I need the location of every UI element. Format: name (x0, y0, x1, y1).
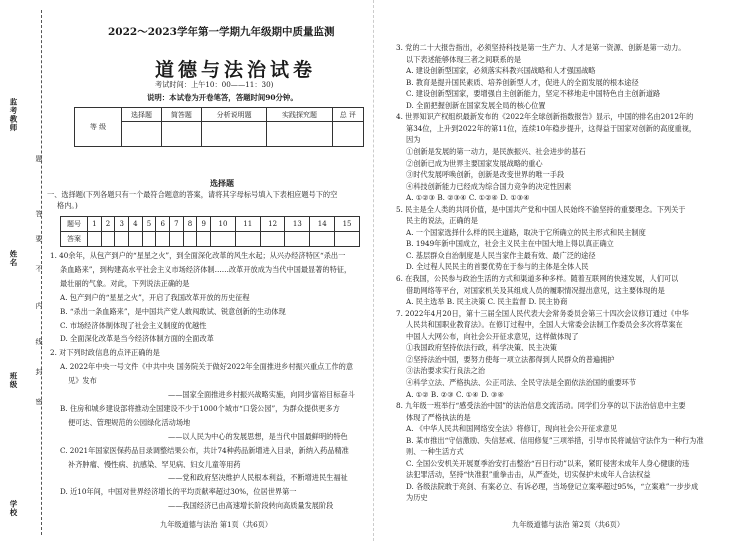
answer-number-cell: 4 (129, 217, 143, 232)
score-header: 实践探究题 (267, 108, 332, 122)
seal-line (41, 10, 42, 535)
instruction-line: 格内。) (57, 201, 78, 210)
question-line: ——以人民为中心的发展思想，是当代中国最鲜明的特色 (168, 431, 348, 441)
question-line: 2. 对下列时政信息的点评正确的是 (50, 348, 160, 358)
exam-time: 考试时间：上午10：00——11：30) (155, 80, 274, 89)
question-line: 8. 九年级一班举行“感受法治中国”的法治信息交流活动。同学们分享的以下法治信息中主要 (396, 401, 686, 411)
question-line: B. “杀出一条血路来”，是中国共产党人敢闯敢试、锐意创新的生动体现 (60, 306, 286, 316)
question-line: 以下表述能够体现三者之间联系的是 (406, 54, 522, 64)
answer-number-cell: 6 (156, 217, 170, 232)
question-line: 中国人大网公布，向社会公开征求意见，这样做体现了 (406, 331, 579, 341)
question-line: 民主的说法，正确的是 (406, 216, 478, 226)
answer-number-cell: 10 (211, 217, 236, 232)
question-line: 条血路来”，到构建高水平社会主义市场经济体制……改革开放成为当代中国最显著的特征， (60, 264, 352, 274)
question-line: A. 包产到户的“星星之火”，开启了我国改革开放的历史征程 (60, 292, 250, 302)
question-line: 便可达、管理规范的公园绿化活动场地 (68, 417, 191, 427)
answer-input-cell[interactable] (335, 232, 360, 247)
answer-input-cell[interactable] (285, 232, 310, 247)
question-line: 借助网络等平台，对国家机关及其组成人员的履职情况提出意见，这主要体现的是 (406, 285, 665, 295)
question-line: A. 2022年中央一号文件《中共中央 国务院关于做好2022年全面推进乡村振兴重点工作的意 (60, 362, 354, 372)
page-footer: 九年级道德与法治 第1页（共6页） (160, 520, 273, 529)
question-line: A. 一个国家选择什么样的民主道路，取决于它所确立的民主形式和民主制度 (406, 227, 646, 237)
question-line: 1. 40余年，从包产到户的“星星之火”，到全面深化改革的风生水起；从兴办经济特区“杀出一 (50, 251, 346, 260)
answer-number-cell: 8 (183, 217, 197, 232)
answer-input-cell[interactable] (142, 232, 156, 247)
seal-char: 题 (35, 155, 43, 163)
answer-number-cell: 1 (88, 217, 102, 232)
instruction-line: 一、选择题(下列各题只有一个最符合题意的答案，请将其字母标号填入下表相应题号下的空 (47, 190, 338, 199)
question-line: A. ①②③ B. ②③④ C. ①②④ D. ①③④ (406, 193, 530, 203)
question-line: D. 全面把握创新在国家发展全局的核心位置 (406, 100, 546, 110)
exam-title: 道德与法治试卷 (155, 59, 317, 81)
score-header: 总 评 (332, 108, 363, 122)
answer-number-cell: 3 (115, 217, 129, 232)
question-line: B. 住房和城乡建设部将推动全国建设不少于1000个城市“口袋公园”，为群众提供更多方 (60, 403, 340, 413)
answer-input-cell[interactable] (310, 232, 335, 247)
label-name: 姓名 (9, 250, 18, 267)
question-line: C. 2021年国家医保药品目录调整结果公布，共计74种药品新增进入目录，新纳入药品精准 (60, 445, 349, 455)
question-line: ①我国政府坚持依法行政，科学决策、民主决策 (406, 343, 557, 353)
seal-char: 答 (35, 210, 43, 218)
question-line: ——党和政府坚决维护人民根本利益，不断增进民生福祉 (168, 473, 348, 483)
question-line: D. 近10年间，中国对世界经济增长的平均贡献率超过30%，位居世界第一 (60, 487, 297, 497)
answer-number-cell: 11 (235, 217, 260, 232)
question-line: ④科学立法、严格执法、公正司法、全民守法是全面依法治国的重要环节 (406, 377, 637, 387)
answer-number-cell: 2 (101, 217, 115, 232)
answer-input-cell[interactable] (156, 232, 170, 247)
question-line: B. 某市推出“守信激励、失信惩戒、信用修复”三项举措，引导市民将诚信守法作为一种行为准 (406, 435, 704, 445)
answer-input-cell[interactable] (235, 232, 260, 247)
question-line: 因为 (406, 135, 421, 145)
question-line: A. 建设创新型国家，必须落实科教兴国战略和人才强国战略 (406, 66, 596, 76)
score-table (74, 107, 364, 147)
question-line: ③时代发展呼唤创新，创新是改变世界的唯一手段 (406, 170, 565, 180)
question-line: 补齐肿瘤、慢性病、抗感染、罕见病、妇女儿童等用药 (68, 459, 241, 469)
question-line: 6. 在我国，公民参与政治生活的方式和渠道多种多样。随着互联网的快速发展，人们可以 (396, 274, 679, 283)
exam-header: 2022～2023学年第一学期九年级期中质量监测 (108, 26, 335, 38)
answer-row-label: 答案 (61, 232, 88, 247)
question-line: D. 全过程人民民主的首要优势在于参与的主体是全体人民 (406, 262, 589, 272)
question-line: 最壮丽的气象。对此，下列说法正确的是 (60, 278, 190, 288)
label-class: 班级 (9, 372, 18, 389)
question-line: ②创新已成为世界主要国家发展战略的重心 (406, 158, 543, 168)
question-line: ④科技创新能力已经成为综合国力竞争的决定性因素 (406, 181, 572, 191)
answer-number-cell: 13 (285, 217, 310, 232)
question-line: A. 《中华人民共和国网络安全法》将修订，现向社会公开征求意见 (406, 424, 618, 434)
answer-input-cell[interactable] (170, 232, 184, 247)
seal-char: 封 (35, 368, 43, 376)
answer-row-label: 题号 (61, 217, 88, 232)
question-line: 人民共和国职业教育法》。在修订过程中，全国人大常委会法制工作委员会多次将草案在 (406, 320, 683, 330)
page-seam (373, 0, 374, 541)
question-line: C. 基层群众自治制度是人民当家作主最有效、最广泛的途径 (406, 250, 596, 260)
seal-char: 要 (35, 235, 43, 243)
answer-input-cell[interactable] (115, 232, 129, 247)
label-school: 学校 (9, 500, 18, 517)
seal-char: 不 (35, 265, 43, 273)
answer-table (60, 216, 360, 247)
question-line: 4. 世界知识产权组织最新发布的《2022年全球创新指数报告》显示，中国的排名由2012年的 (396, 112, 694, 122)
answer-number-cell: 9 (197, 217, 211, 232)
section-title: 选择题 (210, 178, 234, 188)
question-line: 为历史 (406, 493, 428, 503)
question-line: ②坚持法治中国，要努力使每一项立法都得到人民群众的普遍拥护 (406, 354, 615, 364)
question-line: A. ①② B. ②③ C. ①④ D. ③④ (406, 389, 504, 399)
seal-char: 内 (35, 302, 43, 310)
answer-input-cell[interactable] (101, 232, 115, 247)
question-line: ——国家全面推进乡村振兴战略实施，向同步富裕目标奋斗 (168, 390, 355, 399)
question-line: 3. 党的二十大报告指出，必须坚持科技是第一生产力、人才是第一资源、创新是第一动力。 (396, 43, 686, 52)
question-line: 则、一种生活方式 (406, 447, 464, 457)
score-header: 分析说明题 (201, 108, 266, 122)
question-line: ③法治要求实行良法之治 (406, 366, 486, 376)
answer-input-cell[interactable] (88, 232, 102, 247)
exam-notice: 说明：本试卷为开卷笔答，答题时间90分钟。 (147, 93, 298, 102)
question-line: 体现了严格执法的是 (406, 412, 471, 422)
score-row-label: 等 级 (75, 108, 122, 147)
answer-number-cell: 5 (142, 217, 156, 232)
label-invigilator: 监考教师 (9, 98, 18, 132)
answer-number-cell: 12 (260, 217, 285, 232)
answer-input-cell[interactable] (211, 232, 236, 247)
question-line: C. 市场经济体制体现了社会主义制度的优越性 (60, 320, 207, 330)
answer-number-cell: 14 (310, 217, 335, 232)
question-line: B. 教育是提升国民素质、培养创新型人才，促进人的全面发展的根本途径 (406, 77, 639, 87)
question-line: C. 建设创新型国家，要增强自主创新能力，坚定不移地走中国特色自主创新道路 (406, 89, 661, 99)
question-line: 法犯罪活动，坚持“快准狠”重拳击击，从严查处，切实保护未成年人合法权益 (406, 470, 651, 480)
question-line: D. 全面深化改革是当今经济体制方面的全面改革 (60, 334, 214, 344)
question-line: 7. 2022年4月20日，第十三届全国人民代表大会常务委员会第三十四次会议修订通过《中华 (396, 308, 689, 318)
answer-input-cell[interactable] (183, 232, 197, 247)
question-line: C. 全国公安机关开展夏季治安打击整治“百日行动”以来，紧盯侵害未成年人身心健康的违 (406, 458, 690, 468)
question-line: 见》发布 (68, 376, 97, 386)
score-header: 简答题 (161, 108, 201, 122)
binding-strip (4, 20, 43, 535)
page-footer: 九年级道德与法治 第2页（共6页） (512, 520, 625, 529)
answer-input-cell[interactable] (129, 232, 143, 247)
score-header: 选择题 (122, 108, 162, 122)
question-line: ①创新是发展的第一动力，是民族振兴、社会进步的基石 (406, 146, 586, 156)
question-line: B. 1949年新中国成立，社会主义民主在中国大地上得以真正确立 (406, 239, 614, 249)
question-line: 5. 民主是全人类的共同价值，是中国共产党和中国人民始终不渝坚持的重要理念。下列关于 (396, 204, 686, 214)
answer-number-cell: 15 (335, 217, 360, 232)
question-line: ——我国经济已由高速增长阶段转向高质量发展阶段 (168, 501, 334, 511)
answer-input-cell[interactable] (260, 232, 285, 247)
question-line: D. 各级法院敢于亮剑、有案必立、有诉必理，当场登记立案率超过95%，“立案难”一步步成 (406, 481, 699, 491)
answer-input-cell[interactable] (197, 232, 211, 247)
seal-char: 密 (35, 398, 43, 406)
question-line: 第34位，上升到2022年的第11位，连续10年稳步提升，这得益于国家对创新的高度重视， (406, 123, 697, 133)
answer-number-cell: 7 (170, 217, 184, 232)
question-line: A. 民主选举 B. 民主决策 C. 民主监督 D. 民主协商 (406, 297, 568, 307)
seal-char: 线 (35, 338, 43, 346)
